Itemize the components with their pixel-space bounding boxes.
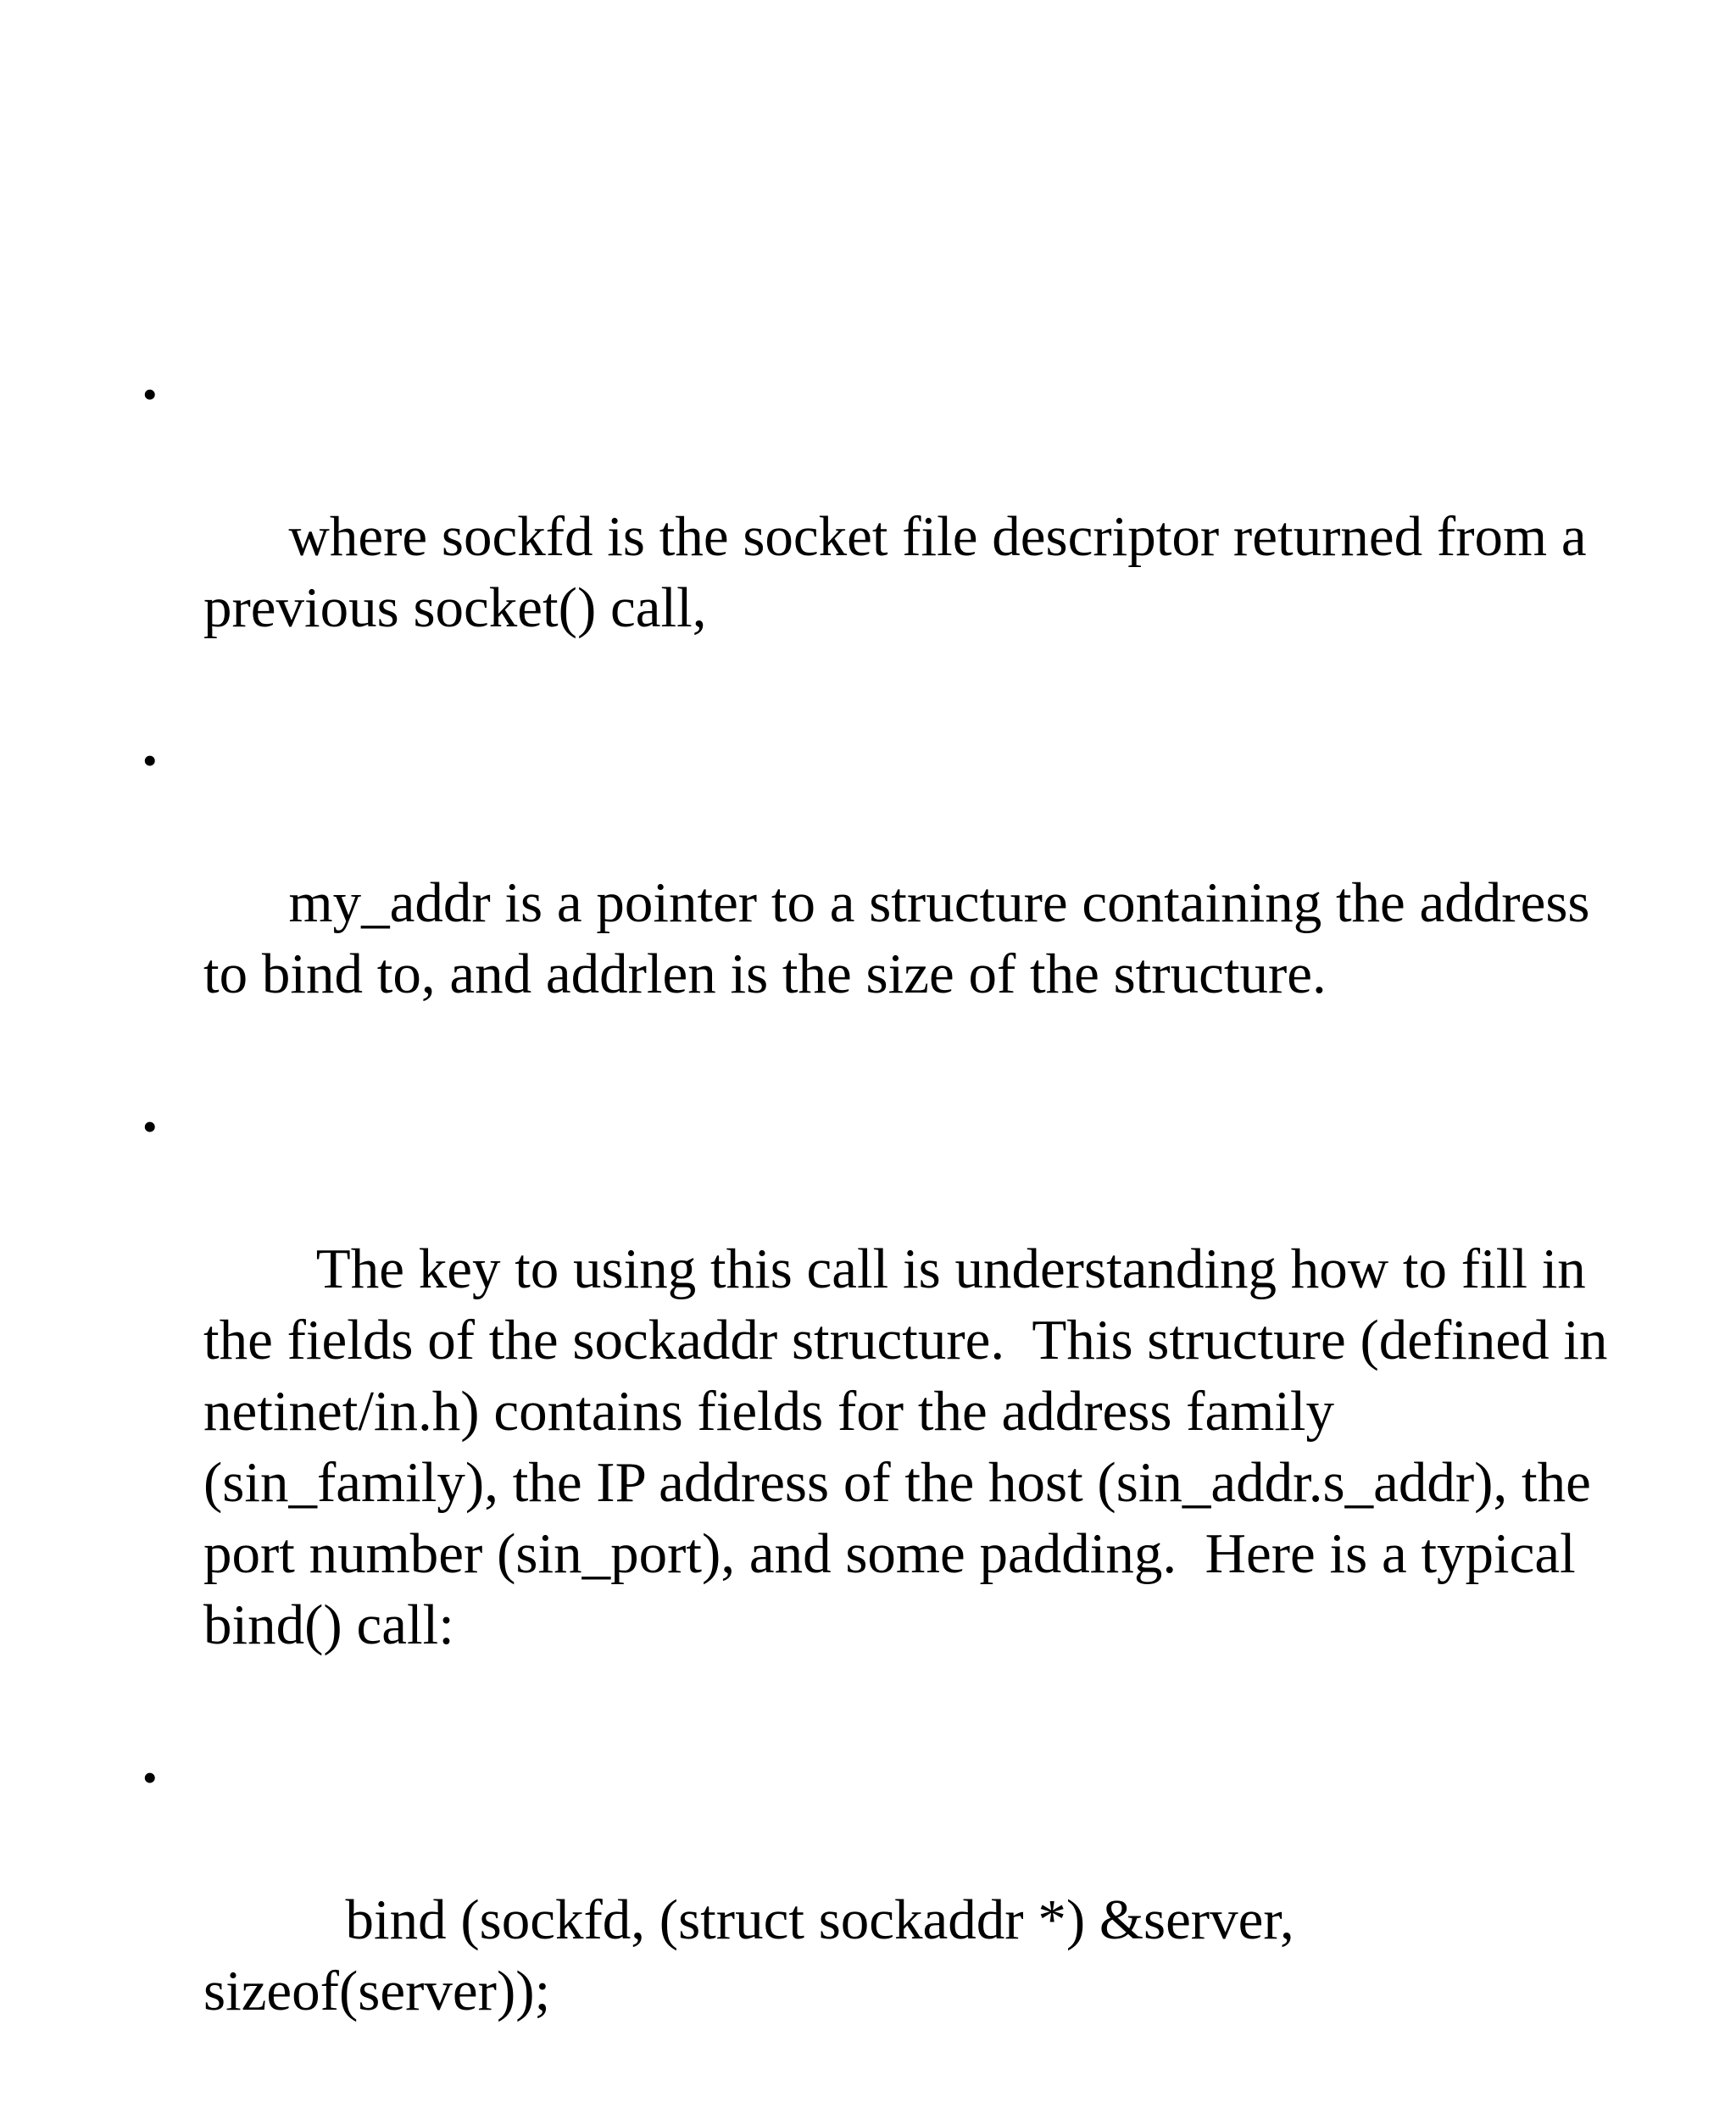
bullet-item-4 bbox=[136, 1742, 1628, 2098]
bullet-text: where sockfd is the socket file descriptor returned from a previous socket() call, bbox=[203, 505, 1601, 639]
bullet-list bbox=[136, 359, 1628, 2108]
bullet-marker: • bbox=[142, 1754, 158, 1801]
bullet-item-2 bbox=[136, 725, 1628, 1081]
bullet-marker: • bbox=[142, 737, 158, 784]
bullet-item-3 bbox=[136, 1091, 1628, 1732]
bullet-marker: • bbox=[142, 1103, 158, 1150]
bullet-text: my_addr is a pointer to a structure containing the address to bind to, and addrlen is the size of the structure. bbox=[203, 871, 1605, 1005]
bullet-text: The key to using this call is understanding how to fill in the fields of the sockaddr structure. This structure (defined in netinet/in.h) contains fields for the address family (sin_family), the IP address of the host (sin_addr.s_addr), the port number (sin_port), and some padding. Here is a typical bind() call: bbox=[203, 1238, 1622, 1656]
bullet-text: bind (sockfd, (struct sockaddr *) &server, sizeof(server)); bbox=[203, 1888, 1309, 2022]
bullet-item-1 bbox=[136, 359, 1628, 715]
bullet-marker: • bbox=[142, 370, 158, 418]
